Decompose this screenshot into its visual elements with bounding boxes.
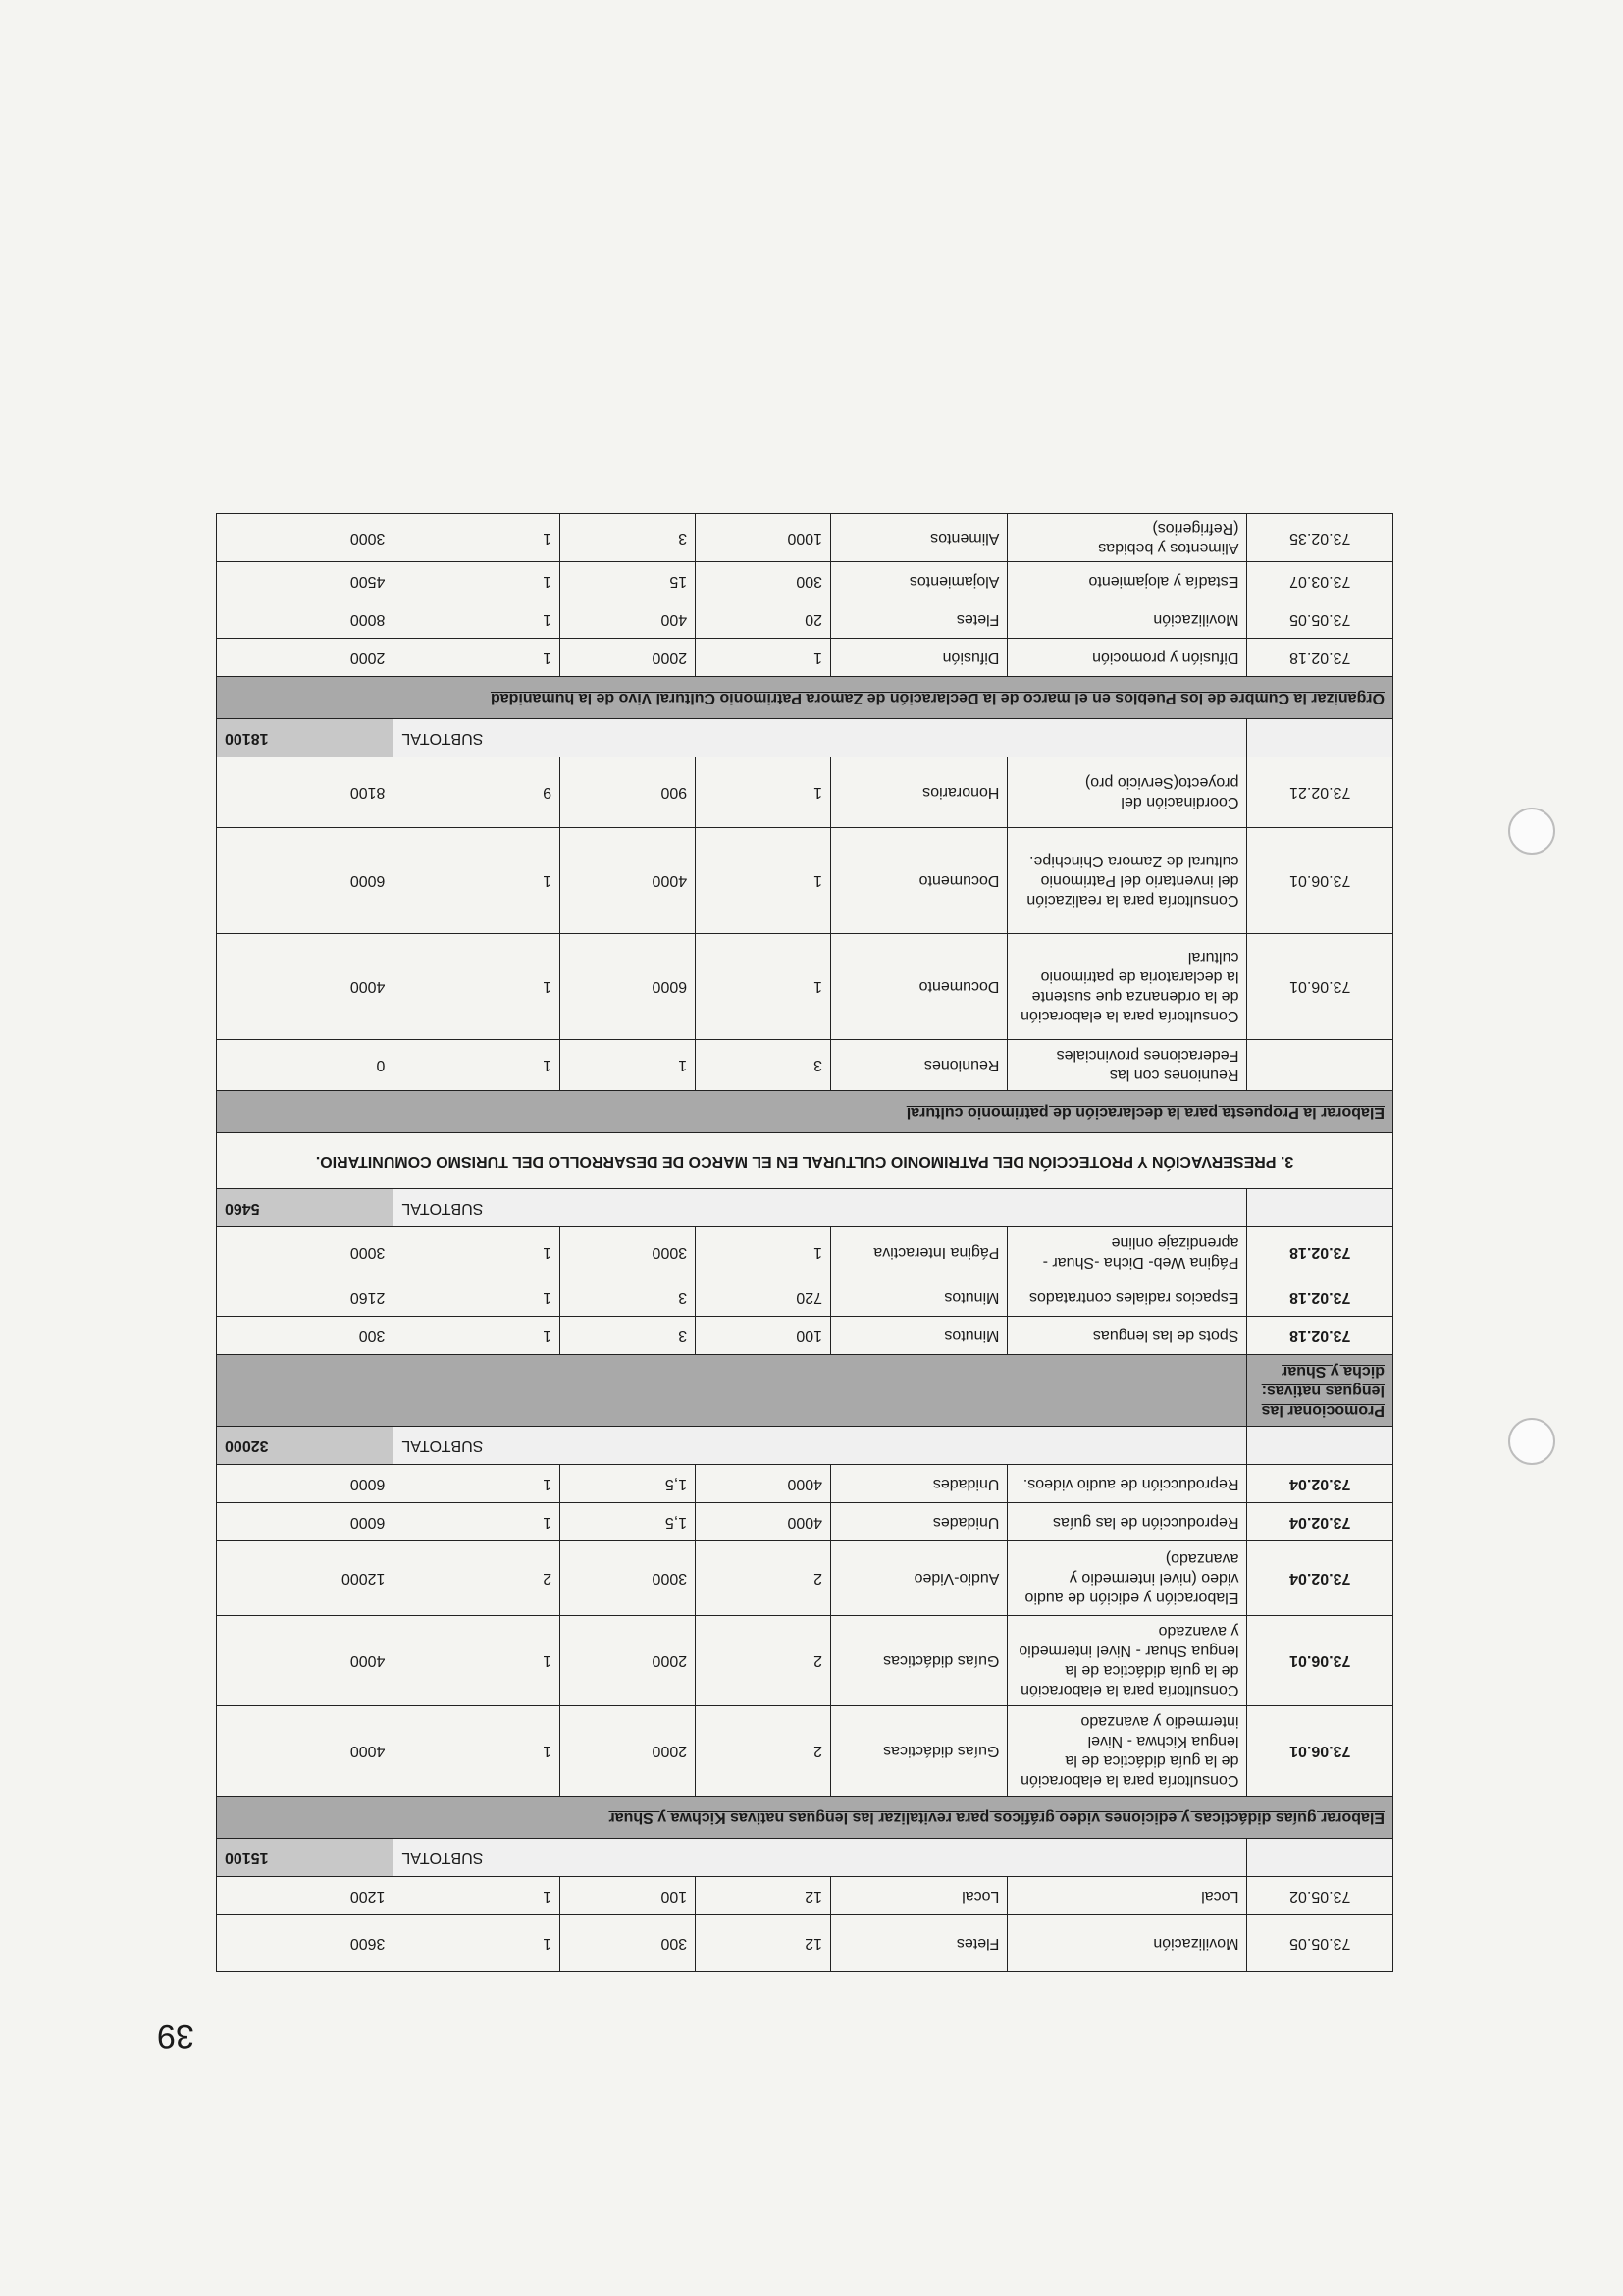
item-price: 3 (560, 514, 696, 562)
item-quantity: 4000 (696, 1465, 831, 1503)
item-price: 1,5 (560, 1503, 696, 1541)
budget-code: 73.02.21 (1247, 757, 1393, 828)
item-unit: Unidades (831, 1503, 1008, 1541)
punch-hole-top (1508, 808, 1555, 855)
punch-hole-bottom (1508, 1418, 1555, 1465)
item-count: 1 (393, 562, 560, 600)
section-header-promo (217, 1355, 1393, 1427)
table-row (217, 514, 1393, 562)
item-quantity: 1 (696, 1227, 831, 1278)
item-description: Página Web- Dicha -Shuar - aprendizaje online (1008, 1227, 1247, 1278)
item-unit: Minutos (831, 1278, 1008, 1317)
subtotal-value: 5460 (217, 1189, 393, 1227)
item-total: 4000 (217, 1616, 393, 1706)
item-total: 3000 (217, 514, 393, 562)
item-count: 1 (393, 828, 560, 934)
table-row (217, 1317, 1393, 1355)
item-total: 6000 (217, 828, 393, 934)
item-total: 4500 (217, 562, 393, 600)
item-price: 3 (560, 1317, 696, 1355)
item-description: Movilización (1008, 600, 1247, 639)
item-unit: Local (831, 1877, 1008, 1915)
budget-table (216, 513, 1393, 1972)
item-description: Reproducción de las guías (1008, 1503, 1247, 1541)
item-quantity: 2 (696, 1541, 831, 1616)
item-quantity: 1000 (696, 514, 831, 562)
budget-code: 73.02.18 (1247, 1227, 1393, 1278)
item-unit: Audio-Video (831, 1541, 1008, 1616)
item-description: Alimentos y bebidas (Refrigerios) (1008, 514, 1247, 562)
item-total: 0 (217, 1040, 393, 1091)
item-unit: Guías didácticas (831, 1616, 1008, 1706)
item-quantity: 12 (696, 1877, 831, 1915)
item-quantity: 2 (696, 1706, 831, 1797)
item-count: 1 (393, 1877, 560, 1915)
subtotal-label: SUBTOTAL (393, 1839, 1247, 1877)
item-price: 2000 (560, 639, 696, 677)
item-price: 3000 (560, 1541, 696, 1616)
item-description: Consultoría para la elaboración de la guía didáctica de la lengua Shuar - Nivel intermedio y avanzado (1008, 1616, 1247, 1706)
item-description: Consultoría para la elaboración de la guía didáctica de la lengua Kichwa - Nivel intermedio y avanzado (1008, 1706, 1247, 1797)
item-unit: Alojamientos (831, 562, 1008, 600)
item-price: 4000 (560, 828, 696, 934)
budget-code: 73.02.35 (1247, 514, 1393, 562)
item-count: 1 (393, 934, 560, 1040)
item-total: 8000 (217, 600, 393, 639)
section-header-propuesta (217, 1091, 1393, 1133)
item-quantity: 4000 (696, 1503, 831, 1541)
subtotal-row (217, 1839, 1393, 1877)
item-quantity: 100 (696, 1317, 831, 1355)
item-count: 1 (393, 1317, 560, 1355)
item-description: Consultoría para la realización del inventario del Patrimonio cultural de Zamora Chinchipe. (1008, 828, 1247, 934)
item-price: 3 (560, 1278, 696, 1317)
budget-code: 73.06.01 (1247, 1706, 1393, 1797)
item-description: Movilización (1008, 1915, 1247, 1972)
item-count: 9 (393, 757, 560, 828)
subtotal-row (217, 1189, 1393, 1227)
item-price: 900 (560, 757, 696, 828)
item-quantity: 720 (696, 1278, 831, 1317)
item-description: Elaboración y edición de audio video (nivel intermedio y avanzado) (1008, 1541, 1247, 1616)
chapter-heading (217, 1133, 1393, 1189)
item-unit: Alimentos (831, 514, 1008, 562)
item-count: 1 (393, 1465, 560, 1503)
item-total: 3000 (217, 1227, 393, 1278)
table-row (217, 828, 1393, 934)
item-count: 1 (393, 1227, 560, 1278)
item-description: Reproducción de audio videos. (1008, 1465, 1247, 1503)
budget-code: 73.02.18 (1247, 1317, 1393, 1355)
table-row (217, 1877, 1393, 1915)
item-quantity: 3 (696, 1040, 831, 1091)
table-row (217, 1465, 1393, 1503)
table-row (217, 934, 1393, 1040)
item-count: 1 (393, 1915, 560, 1972)
item-total: 2160 (217, 1278, 393, 1317)
item-unit: Reuniones (831, 1040, 1008, 1091)
item-total: 3600 (217, 1915, 393, 1972)
item-description: Espacios radiales contratados (1008, 1278, 1247, 1317)
item-unit: Documento (831, 828, 1008, 934)
table-row (217, 1040, 1393, 1091)
subtotal-label: SUBTOTAL (393, 719, 1247, 757)
subtotal-label: SUBTOTAL (393, 1427, 1247, 1465)
item-quantity: 12 (696, 1915, 831, 1972)
subtotal-row (217, 1427, 1393, 1465)
item-count: 1 (393, 1278, 560, 1317)
chapter-title: 3. PRESERVACIÓN Y PROTECCIÓN DEL PATRIMONIO CULTURAL EN EL MARCO DE DESARROLLO DEL TURISMO COMUNITARIO. (217, 1133, 1393, 1189)
item-description: Local (1008, 1877, 1247, 1915)
item-unit: Guías didácticas (831, 1706, 1008, 1797)
section-title: Elaborar guías didácticas y ediciones video gráficos para revitalizar las lenguas nativas Kichwa y Shuar (217, 1797, 1393, 1839)
item-quantity: 20 (696, 600, 831, 639)
budget-code: 73.02.04 (1247, 1541, 1393, 1616)
item-description: Consultoría para la elaboración de la ordenanza que sustente la declaratoria de patrimonio cultural (1008, 934, 1247, 1040)
item-quantity: 300 (696, 562, 831, 600)
item-quantity: 1 (696, 828, 831, 934)
item-quantity: 1 (696, 639, 831, 677)
budget-code: 73.05.02 (1247, 1877, 1393, 1915)
table-row (217, 1706, 1393, 1797)
item-price: 300 (560, 1915, 696, 1972)
item-description: Reuniones con las Federaciones provinciales (1008, 1040, 1247, 1091)
item-count: 1 (393, 1040, 560, 1091)
item-quantity: 1 (696, 934, 831, 1040)
item-count: 2 (393, 1541, 560, 1616)
item-description: Difusión y promoción (1008, 639, 1247, 677)
budget-code: 73.06.01 (1247, 1616, 1393, 1706)
table-row (217, 1503, 1393, 1541)
section-header-guias (217, 1797, 1393, 1839)
item-unit: Difusión (831, 639, 1008, 677)
item-total: 8100 (217, 757, 393, 828)
item-price: 2000 (560, 1706, 696, 1797)
item-unit: Unidades (831, 1465, 1008, 1503)
item-description: Estadía y alojamiento (1008, 562, 1247, 600)
item-total: 6000 (217, 1465, 393, 1503)
subtotal-value: 32000 (217, 1427, 393, 1465)
budget-code: 73.06.01 (1247, 828, 1393, 934)
item-description: Spots de las lenguas (1008, 1317, 1247, 1355)
item-unit: Fletes (831, 1915, 1008, 1972)
subtotal-value: 18100 (217, 719, 393, 757)
subtotal-label: SUBTOTAL (393, 1189, 1247, 1227)
budget-code: 73.02.04 (1247, 1503, 1393, 1541)
item-total: 2000 (217, 639, 393, 677)
item-count: 1 (393, 514, 560, 562)
table-row (217, 562, 1393, 600)
section-title: Elaborar la Propuesta para la declaración de patrimonio cultural (217, 1091, 1393, 1133)
section-title: Promocionar las lenguas nativas: dicha y Shuar (1247, 1355, 1393, 1427)
item-price: 15 (560, 562, 696, 600)
page-number: 39 (157, 2017, 194, 2055)
item-total: 1200 (217, 1877, 393, 1915)
table-row (217, 1915, 1393, 1972)
item-unit: Minutos (831, 1317, 1008, 1355)
item-price: 400 (560, 600, 696, 639)
item-description: Coordinación del proyecto(Servicio pro) (1008, 757, 1247, 828)
budget-code: 73.05.05 (1247, 1915, 1393, 1972)
table-row (217, 757, 1393, 828)
item-total: 4000 (217, 1706, 393, 1797)
subtotal-row (217, 719, 1393, 757)
item-count: 1 (393, 1706, 560, 1797)
budget-code: 73.02.18 (1247, 1278, 1393, 1317)
section-header-cumbre (217, 677, 1393, 719)
item-quantity: 2 (696, 1616, 831, 1706)
item-count: 1 (393, 1503, 560, 1541)
budget-code: 73.02.18 (1247, 639, 1393, 677)
budget-code: 73.06.01 (1247, 934, 1393, 1040)
table-row (217, 600, 1393, 639)
table-row (217, 1541, 1393, 1616)
item-total: 12000 (217, 1541, 393, 1616)
table-row (217, 1616, 1393, 1706)
budget-code: 73.02.04 (1247, 1465, 1393, 1503)
item-count: 1 (393, 1616, 560, 1706)
budget-code: 73.05.05 (1247, 600, 1393, 639)
table-row (217, 1278, 1393, 1317)
item-price: 1,5 (560, 1465, 696, 1503)
item-price: 2000 (560, 1616, 696, 1706)
subtotal-value: 15100 (217, 1839, 393, 1877)
item-quantity: 1 (696, 757, 831, 828)
item-count: 1 (393, 600, 560, 639)
table-row (217, 1227, 1393, 1278)
budget-code (1247, 1040, 1393, 1091)
budget-code: 73.03.07 (1247, 562, 1393, 600)
rotated-budget-sheet (216, 348, 1393, 1972)
table-row (217, 639, 1393, 677)
item-total: 4000 (217, 934, 393, 1040)
item-total: 6000 (217, 1503, 393, 1541)
item-price: 3000 (560, 1227, 696, 1278)
item-unit: Honorarios (831, 757, 1008, 828)
item-price: 6000 (560, 934, 696, 1040)
section-title: Organizar la Cumbre de los Pueblos en el marco de la Declaración de Zamora Patrimonio Cultural Vivo de la humanidad (217, 677, 1393, 719)
item-unit: Página Interactiva (831, 1227, 1008, 1278)
item-unit: Fletes (831, 600, 1008, 639)
item-count: 1 (393, 639, 560, 677)
item-unit: Documento (831, 934, 1008, 1040)
item-price: 100 (560, 1877, 696, 1915)
item-total: 300 (217, 1317, 393, 1355)
item-price: 1 (560, 1040, 696, 1091)
